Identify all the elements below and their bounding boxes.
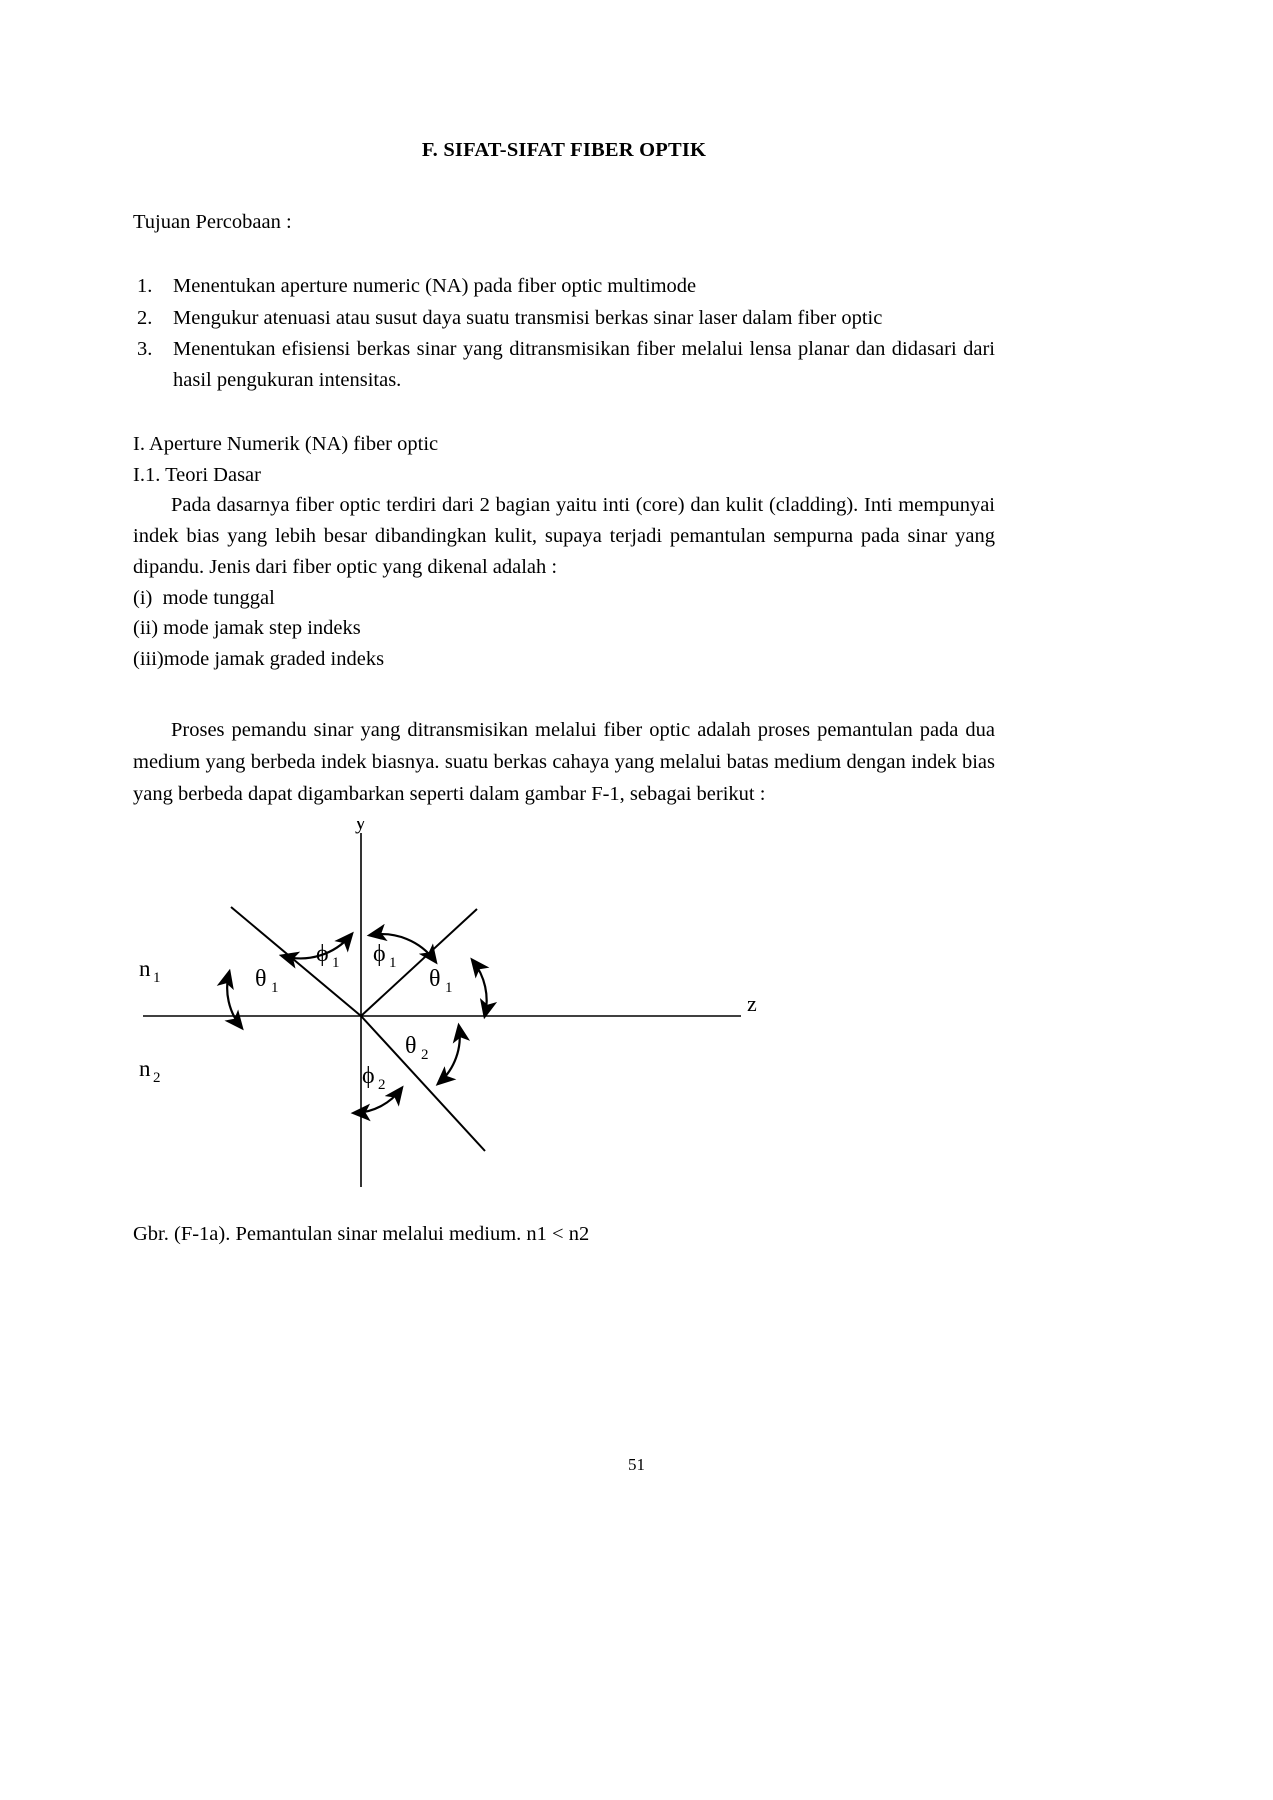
medium-label-n2-symbol: n [139,1055,151,1081]
list-item: (ii) mode jamak step indeks [133,617,361,640]
list-item-text: Menentukan aperture numeric (NA) pada fiber optic multimode [173,275,697,298]
medium-label-n1-symbol: n [139,955,151,981]
angle-label-theta1-right-symbol: θ [429,965,441,992]
angle-label-phi2 [362,1063,386,1093]
list-item-text: Menentukan efisiensi berkas sinar yang ditransmisikan fiber melalui lensa planar dan didasari dari hasil pengukuran intensitas. [173,337,995,391]
list-item [133,271,995,302]
angle-label-theta2 [405,1033,429,1063]
list-item-text: Mengukur atenuasi atau susut daya suatu transmisi berkas sinar laser dalam fiber optic [173,306,883,329]
page-content [133,0,995,1250]
list-item-number: 1. [137,275,153,298]
body-paragraph-2: Proses pemandu sinar yang ditransmisikan melalui fiber optic adalah proses pemantulan pada dua medium yang berbeda indek biasnya. suatu berkas cahaya yang melalui batas medium dengan indek bias yang berbeda dapat digambarkan seperti dalam gambar F-1, sebagai berikut : [133,718,995,805]
page-number: 51 [628,1455,645,1474]
body-paragraph-1: Pada dasarnya fiber optic terdiri dari 2 bagian yaitu inti (core) dan kulit (cladding). Inti mempunyai indek bias yang lebih besar dibandingkan kulit, supaya terjadi pemantulan sempurna pada sinar yang dipandu. Jenis dari fiber optic yang dikenal adalah : [133,494,995,578]
angle-label-phi1-left [316,941,340,971]
medium-label-n1-subscript: 1 [153,969,161,986]
angle-label-theta2-symbol: θ [405,1032,417,1059]
list-item [133,303,995,334]
angle-label-phi1-right-symbol: ϕ [373,940,386,967]
list-item-number: 3. [137,337,153,360]
incident-ray [231,907,361,1016]
angle-label-phi1-left-subscript: 1 [332,954,340,971]
angle-label-theta1-left [255,966,279,996]
subsection-heading: I.1. Teori Dasar [133,463,261,486]
list-item-number: 2. [137,306,153,329]
angle-label-phi1-right-subscript: 1 [389,954,397,971]
axis-label-z: z [747,990,757,1016]
angle-label-phi1-right [373,941,397,971]
angle-arc-theta1-left [227,973,241,1027]
page-title: F. SIFAT-SIFAT FIBER OPTIK [421,139,707,161]
list-item [133,334,995,396]
angle-label-theta1-left-symbol: θ [255,965,267,992]
fiber-mode-list [133,583,995,675]
angle-label-phi1-left-symbol: ϕ [316,940,329,967]
medium-label-n2 [139,1056,161,1086]
figure-reflection-diagram [133,811,995,1203]
angle-arc-theta1-right [473,961,487,1015]
angle-label-theta2-subscript: 2 [421,1046,429,1063]
figure-caption: Gbr. (F-1a). Pemantulan sinar melalui medium. n1 < n2 [133,1222,590,1245]
medium-label-n2-subscript: 2 [153,1069,161,1086]
reflection-diagram-svg [133,821,995,1203]
angle-label-phi2-subscript: 2 [378,1076,386,1093]
list-item: (i) mode tunggal [133,586,275,609]
objectives-list [133,237,995,396]
medium-label-n1 [139,956,161,986]
angle-label-theta1-right [429,966,453,996]
objectives-lead: Tujuan Percobaan : [133,210,292,233]
axis-label-y: y [355,820,366,834]
angle-label-phi2-symbol: ϕ [362,1062,375,1089]
angle-arc-theta2 [439,1027,460,1083]
angle-label-theta1-left-subscript: 1 [271,979,279,996]
section-heading: I. Aperture Numerik (NA) fiber optic [133,432,439,455]
angle-label-theta1-right-subscript: 1 [445,979,453,996]
list-item: (iii)mode jamak graded indeks [133,648,385,671]
